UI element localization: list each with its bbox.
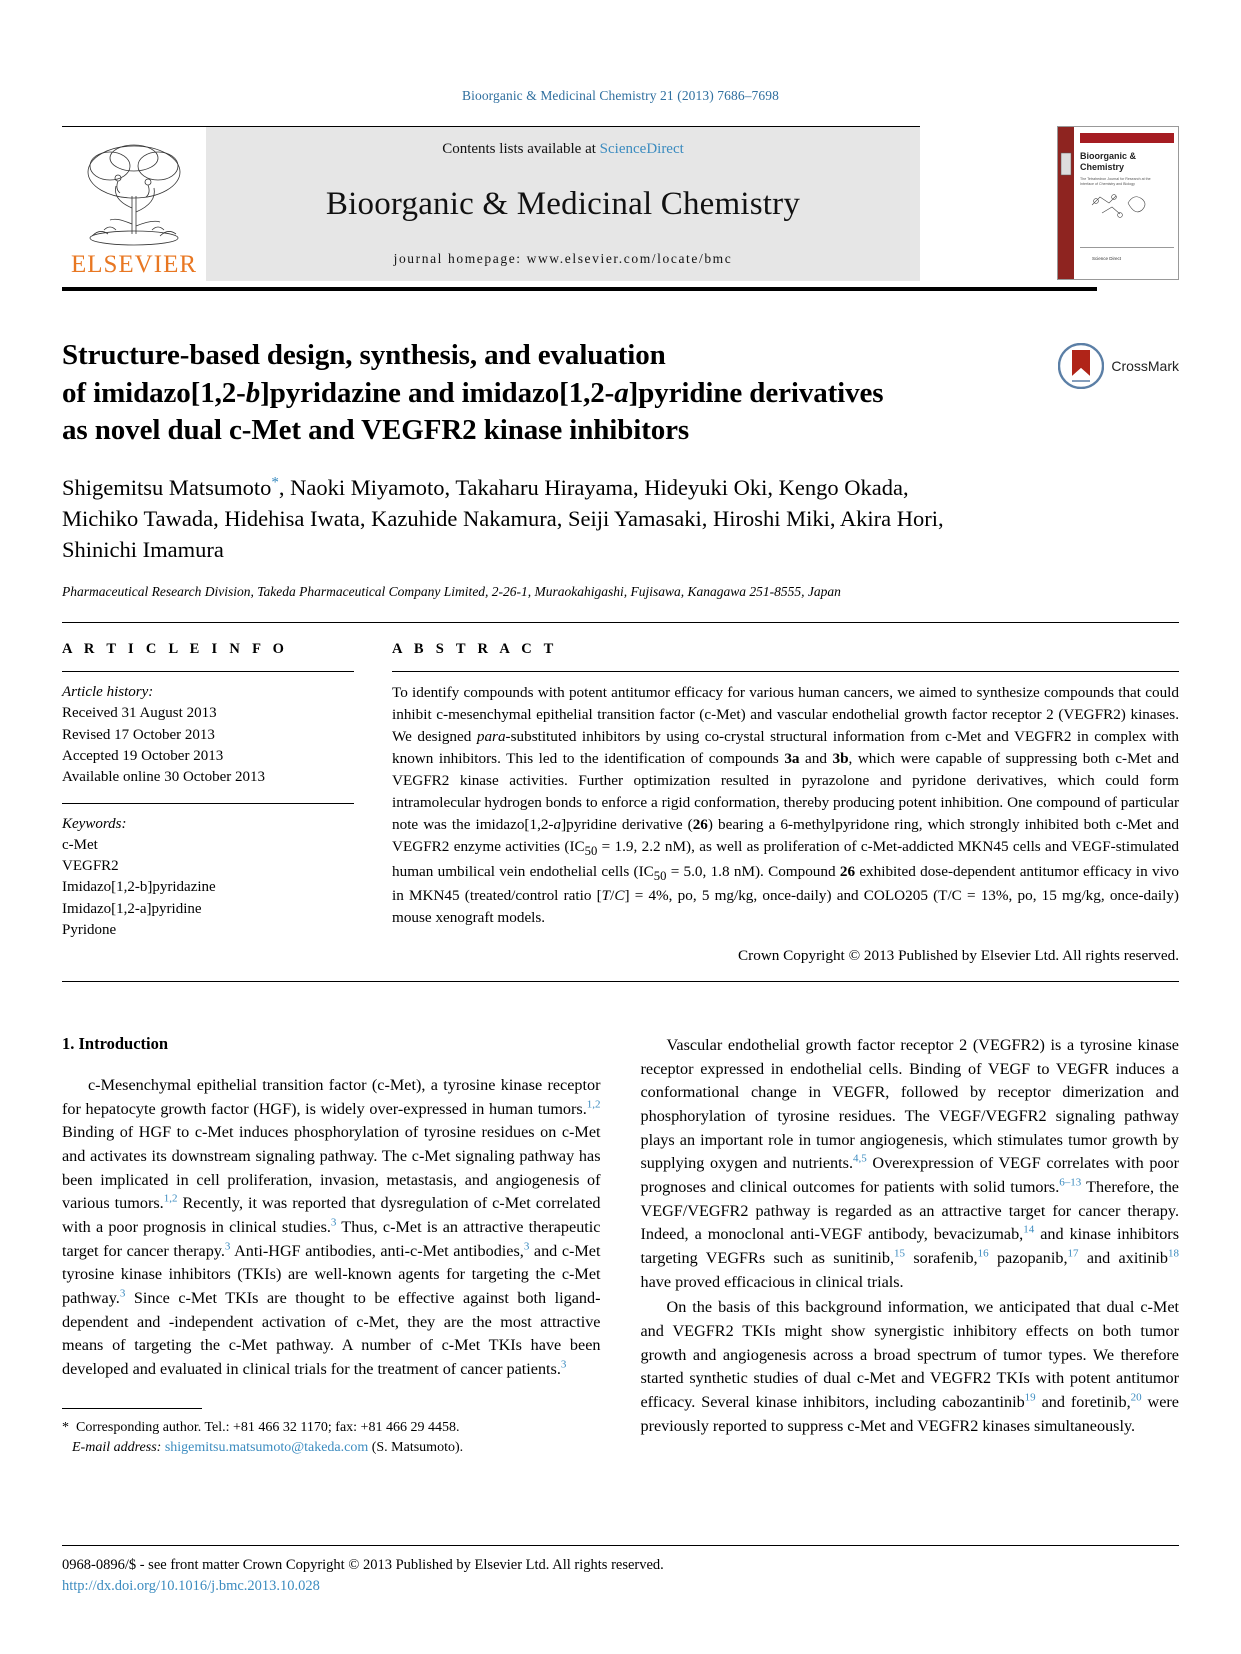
para-seg: Vascular endothelial growth factor receptor 2 (VEGFR2) is a tyrosine kinase receptor expressed in endothelial cells. Binding of VEGF to VEGFR induces a conformational change in VEGFR, followed by receptor dimerization and phosphorylation of tyrosine residues. The VEGF/VEGFR2 signaling pathway plays an important role in tumor angiogenesis, which stimulates tumor growth by supplying oxygen and nutrients.: [640, 1036, 1179, 1173]
title-ital-b: b: [245, 376, 261, 409]
abstract-rule: [392, 671, 1179, 672]
citation-ref[interactable]: 6–13: [1059, 1176, 1082, 1189]
abstract-ital-a: a: [553, 816, 562, 834]
title-block: [62, 337, 1179, 602]
email-link[interactable]: shigemitsu.matsumoto@takeda.com: [164, 1439, 369, 1455]
article-info-rule-1: [62, 671, 354, 672]
para-seg: On the basis of this background information, we anticipated that dual c-Met and VEGFR2 TKIs might show synergistic inhibitory effects on both tumor growth and angiogenesis across a broad spectrum of tumor types. We therefore started synthetic studies of dual c-Met and VEGFR2 TKIs with potent antitumor efficacy. Several kinase inhibitors, including cabozantinib: [640, 1298, 1179, 1411]
svg-text:Interface of Chemistry and Bio: Interface of Chemistry and Biology: [1080, 182, 1135, 186]
history-received: Received 31 August 2013: [62, 705, 217, 722]
sciencedirect-link[interactable]: ScienceDirect: [599, 141, 684, 157]
svg-text:Bioorganic &: Bioorganic &: [1080, 151, 1137, 161]
citation-ref[interactable]: 3: [330, 1216, 337, 1229]
para-seg: were previously reported to suppress c-Met and VEGFR2 kinases simultaneously.: [640, 1393, 1179, 1435]
citation-ref[interactable]: 18: [1168, 1247, 1179, 1260]
para-seg: Therefore, the VEGF/VEGFR2 pathway is regarded as an attractive target for cancer therapy. Indeed, a monoclonal anti-VEGF antibody, bevacizumab,: [640, 1178, 1179, 1244]
abstract-seg: and: [799, 750, 833, 768]
email-label: E-mail address:: [72, 1439, 162, 1455]
cover-art-icon: [1058, 127, 1178, 279]
citation-ref[interactable]: 16: [977, 1247, 989, 1260]
svg-text:Science Direct: Science Direct: [1092, 256, 1122, 261]
page-footer: [62, 1545, 1179, 1599]
citation-ref[interactable]: 19: [1024, 1391, 1036, 1404]
footnote-star: *: [62, 1419, 69, 1435]
info-abstract-region: [62, 622, 1179, 965]
abstract-copyright: Crown Copyright © 2013 Published by Elsevier Ltd. All rights reserved.: [738, 947, 1179, 965]
keywords-block: [62, 814, 354, 942]
abstract-bottom-rule: [62, 981, 1179, 982]
history-revised: Revised 17 October 2013: [62, 726, 215, 743]
running-head: Bioorganic & Medicinal Chemistry 21 (2013) 7686–7698: [462, 88, 779, 103]
journal-cover-thumbnail: [1057, 126, 1179, 280]
author-list: [62, 472, 1022, 565]
tc-t: T: [601, 887, 611, 905]
ic50-subscript: 50: [584, 844, 598, 859]
para-seg: Overexpression of VEGF correlates with poor prognoses and clinical outcomes for patients with solid tumors.: [640, 1154, 1179, 1197]
citation-ref[interactable]: 1,2: [586, 1098, 601, 1111]
elsevier-tree-icon: [74, 138, 194, 250]
para-seg: Since c-Met TKIs are thought to be effective against both ligand-dependent and -independent activation of c-Met, they are the most attractive means of targeting the c-Met pathway. A number of c-Met TKIs have been developed and evaluated in clinical trials for the treatment of cancer patients.: [62, 1289, 601, 1379]
compound-26-2: 26: [839, 862, 856, 880]
tc-c: C: [614, 887, 625, 905]
para-seg: and axitinib: [1078, 1249, 1168, 1268]
authors-line-3: Shinichi Imamura: [62, 537, 224, 563]
footer-doi-link[interactable]: http://dx.doi.org/10.1016/j.bmc.2013.10.028: [62, 1578, 320, 1595]
paragraph-intro-right-2: [641, 1296, 1180, 1438]
contents-available-line: [442, 141, 684, 158]
citation-ref[interactable]: 3: [224, 1240, 231, 1253]
title-line-3: as novel dual c-Met and VEGFR2 kinase inhibitors: [62, 414, 690, 447]
title-line-1: Structure-based design, synthesis, and evaluation: [62, 339, 666, 371]
author-first: Shigemitsu Matsumoto: [62, 475, 272, 501]
paragraph-intro-left: [62, 1074, 601, 1382]
keywords-label: Keywords:: [62, 815, 127, 832]
elsevier-logo: [62, 127, 206, 281]
crossmark-label: CrossMark: [1111, 358, 1179, 374]
footer-rule: [62, 1545, 1179, 1546]
para-seg: sorafenib,: [905, 1249, 978, 1268]
keyword-item: Pyridone: [62, 922, 117, 939]
keyword-item: VEGFR2: [62, 858, 119, 875]
contents-prefix: Contents lists available at: [442, 141, 600, 157]
footnote-block: [62, 1408, 601, 1459]
abstract-seg: ]pyridine derivative (: [561, 816, 693, 834]
article-info-heading: A R T I C L E I N F O: [62, 641, 289, 658]
crossmark-badge[interactable]: [1058, 343, 1179, 389]
abstract-seg: To identify compounds with potent antitumor efficacy for various human cancers, we aimed to synthesize compounds that could inhibit c-mesenchymal epithelial transition factor (c-Met) and vascular endothelial growth factor receptor 2 (VEGFR2) kinases. We designed: [392, 684, 1179, 746]
para-seg: pazopanib,: [988, 1249, 1068, 1268]
abstract-heading: A B S T R A C T: [392, 641, 558, 658]
citation-ref[interactable]: 3: [523, 1240, 530, 1253]
history-available-online: Available online 30 October 2013: [62, 769, 265, 786]
para-seg: and kinase inhibitors targeting VEGFRs such as sunitinib,: [640, 1225, 1179, 1268]
masthead-center: [206, 127, 920, 281]
elsevier-wordmark: ELSEVIER: [70, 251, 198, 278]
abstract-ital-para: para: [476, 728, 506, 746]
para-seg: Thus, c-Met is an attractive therapeutic target for cancer therapy.: [62, 1218, 601, 1260]
corresponding-author-marker[interactable]: *: [271, 474, 279, 491]
paragraph-intro-right-1: [641, 1034, 1180, 1294]
para-seg: have proved efficacious in clinical trials.: [640, 1272, 904, 1291]
journal-homepage[interactable]: journal homepage: www.elsevier.com/locate/bmc: [393, 251, 733, 266]
abstract-seg: ) bearing a 6-methylpyridone ring, which strongly inhibited both c-Met and VEGFR2 enzyme activities (IC: [392, 816, 1179, 856]
abstract-seg: /: [610, 887, 615, 905]
para-seg: and c-Met tyrosine kinase inhibitors (TKIs) are well-known agents for targeting the c-Met pathway.: [62, 1241, 601, 1308]
para-seg: c-Mesenchymal epithelial transition factor (c-Met), a tyrosine kinase receptor for hepatocyte growth factor (HGF), is widely over-expressed in human tumors.: [62, 1076, 601, 1118]
history-accepted: Accepted 19 October 2013: [62, 747, 224, 764]
page-title: [62, 337, 942, 450]
abstract-seg: , which were capable of suppressing both c-Met and VEGFR2 kinase activities. Further optimization resulted in pyrazolone and pyridone derivatives, which could form intramolecular hydrogen bonds to enforce a rigid conformation, thereby producing potent inhibition. One compound of particular note was the imidazo[1,2-: [392, 750, 1179, 834]
masthead-bottom-rule: [62, 287, 1097, 291]
para-seg: Binding of HGF to c-Met induces phosphorylation of tyrosine residues on c-Met and activates its downstream signaling pathway. The c-Met signaling pathway has been implicated in cell proliferation, invasion, metastasis, and angiogenesis of various tumors.: [62, 1123, 601, 1213]
citation-ref[interactable]: 20: [1130, 1391, 1142, 1404]
svg-text:The Tetrahedron Journal for Re: The Tetrahedron Journal for Research at the: [1080, 177, 1151, 181]
abstract-column: [354, 623, 1179, 965]
abstract-seg: -substituted inhibitors by using co-crystal structural information from c-Met and VEGFR2 in complex with known inhibitors. This led to the identification of compounds: [392, 728, 1179, 768]
para-seg: Anti-HGF antibodies, anti-c-Met antibodies,: [230, 1241, 524, 1260]
email-owner: (S. Matsumoto).: [371, 1439, 464, 1455]
keyword-item: c-Met: [62, 836, 98, 853]
footer-issn-copyright: 0968-0896/$ - see front matter Crown Copyright © 2013 Published by Elsevier Ltd. All rights reserved.: [62, 1556, 664, 1573]
para-seg: Recently, it was reported that dysregulation of c-Met correlated with a poor prognosis in clinical studies.: [62, 1194, 601, 1237]
body-column-left: [62, 1034, 601, 1458]
article-history-label: Article history:: [62, 684, 154, 701]
article-history-block: [62, 682, 354, 788]
title-line-2-b: ]pyridazine and imidazo[1,2-: [260, 376, 615, 409]
svg-text:Chemistry: Chemistry: [1080, 162, 1125, 172]
title-line-2-a: of imidazo[1,2-: [62, 376, 246, 409]
compound-3b: 3b: [832, 750, 849, 768]
title-ital-a: a: [614, 376, 629, 409]
citation-ref[interactable]: 15: [894, 1247, 905, 1260]
citation-ref[interactable]: 4,5: [853, 1153, 867, 1166]
article-info-column: [62, 623, 354, 965]
affiliation: Pharmaceutical Research Division, Takeda Pharmaceutical Company Limited, 2-26-1, Muraokahigashi, Fujisawa, Kanagawa 251-8555, Japan: [62, 584, 841, 600]
abstract-seg: ] = 4%, po, 5 mg/kg, once-daily) and COLO205 (T/C = 13%, po, 15 mg/kg, once-daily) mouse xenograft models.: [392, 887, 1179, 927]
abstract-text: [392, 682, 1179, 929]
keyword-item: Imidazo[1,2-b]pyridazine: [62, 879, 216, 896]
journal-masthead: [62, 126, 1179, 291]
section-heading-introduction: 1. Introduction: [62, 1034, 169, 1054]
compound-3a: 3a: [784, 750, 800, 768]
article-info-rule-2: [62, 803, 354, 804]
compound-26: 26: [692, 816, 708, 834]
citation-ref[interactable]: 3: [119, 1287, 126, 1300]
citation-ref[interactable]: 1,2: [163, 1193, 178, 1206]
authors-line-2: Michiko Tawada, Hidehisa Iwata, Kazuhide Nakamura, Seiji Yamasaki, Hiroshi Miki, Akira Hori,: [62, 506, 944, 532]
footnote-rule: [62, 1408, 202, 1409]
crossmark-icon: [1058, 343, 1104, 389]
citation-ref[interactable]: 14: [1023, 1224, 1035, 1237]
para-seg: and foretinib,: [1035, 1393, 1131, 1411]
body-column-right: [641, 1034, 1180, 1458]
abstract-seg: = 1.9, 2.2 nM), as well as proliferation of c-Met-addicted MKN45 cells and VEGF-stimulated human umbilical vein endothelial cells (IC: [392, 838, 1179, 880]
abstract-seg: = 5.0, 1.8 nM). Compound: [666, 862, 840, 880]
footnote-text: Corresponding author. Tel.: +81 466 32 1170; fax: +81 466 29 4458.: [76, 1419, 460, 1435]
title-line-2-c: ]pyridine derivatives: [628, 376, 884, 409]
masthead-inner: [62, 127, 920, 281]
body-columns: [62, 1034, 1179, 1458]
abstract-seg: exhibited dose-dependent antitumor efficacy in vivo in MKN45 (treated/control ratio [: [392, 862, 1179, 905]
citation-ref[interactable]: 17: [1067, 1247, 1079, 1260]
footnote-email-line: [62, 1438, 601, 1458]
authors-line-1-rest: , Naoki Miyamoto, Takaharu Hirayama, Hideyuki Oki, Kengo Okada,: [278, 475, 909, 501]
footnote-corresponding-author: [62, 1418, 601, 1438]
keyword-item: Imidazo[1,2-a]pyridine: [62, 900, 202, 917]
citation-ref[interactable]: 3: [560, 1358, 567, 1371]
journal-title: Bioorganic & Medicinal Chemistry: [325, 186, 801, 222]
ic50-subscript: 50: [653, 868, 667, 883]
